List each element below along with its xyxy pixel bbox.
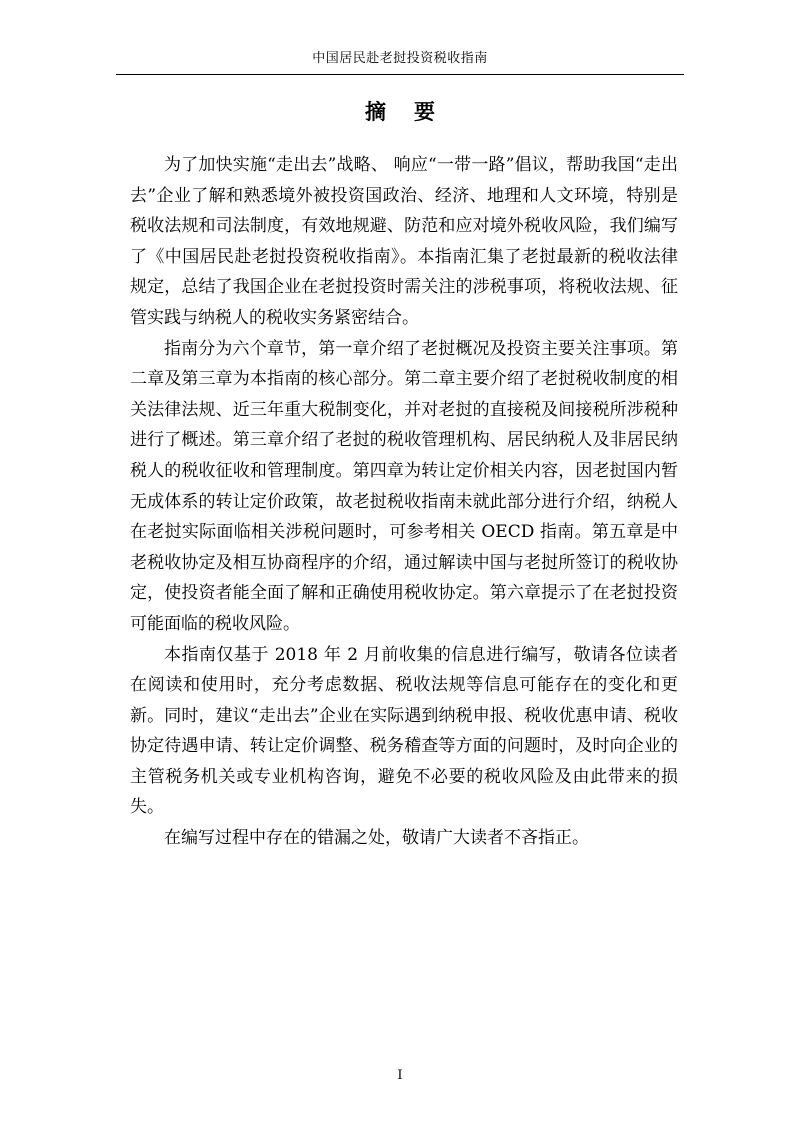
- abstract-body: [130, 150, 678, 854]
- paragraph-purpose: 为了加快实施“走出去”战略、 响应“一带一路”倡议，帮助我国“走出去”企业了解和熟悉境外被投资国政治、经济、地理和人文环境，特别是税收法规和司法制度，有效地规避、防范和应对境外税收风险，我们编写了《中国居民赴老挝投资税收指南》。本指南汇集了老挝最新的税收法律规定，总结了我国企业在老挝投资时需关注的涉税事项，将税收法规、征管实践与纳税人的税收实务紧密结合。: [130, 155, 678, 328]
- paragraph-chapters: 指南分为六个章节，第一章介绍了老挝概况及投资主要关注事项。第二章及第三章为本指南的核心部分。第二章主要介绍了老挝税收制度的相关法律法规、近三年重大税制变化，并对老挝的直接税及间接税所涉税种进行了概述。第三章介绍了老挝的税收管理机构、居民纳税人及非居民纳税人的税收征收和管理制度。第四章为转让定价相关内容，因老挝国内暂无成体系的转让定价政策，故老挝税收指南未就此部分进行介绍，纳税人在老挝实际面临相关涉税问题时，可参考相关 OECD 指南。第五章是中老税收协定及相互协商程序的介绍，通过解读中国与老挝所签订的税收协定，使投资者能全面了解和正确使用税收协定。第六章提示了在老挝投资可能面临的税收风险。: [130, 338, 678, 634]
- page-title: 摘要: [365, 100, 463, 124]
- running-header: 中国居民赴老挝投资税收指南: [312, 51, 488, 66]
- paragraph-corrections: 在编写过程中存在的错漏之处，敬请广大读者不吝指正。: [164, 828, 589, 849]
- page-number: I: [397, 1068, 403, 1083]
- header-rule: [116, 74, 684, 75]
- paragraph-disclaimer: 本指南仅基于 2018 年 2 月前收集的信息进行编写，敬请各位读者在阅读和使用时，充分考虑数据、税收法规等信息可能存在的变化和更新。同时，建议“走出去”企业在实际遇到纳税申报、税收优惠申请、税收协定待遇申请、转让定价调整、税务稽查等方面的问题时，及时向企业的主管税务机关或专业机构咨询，避免不必要的税收风险及由此带来的损失。: [130, 644, 678, 818]
